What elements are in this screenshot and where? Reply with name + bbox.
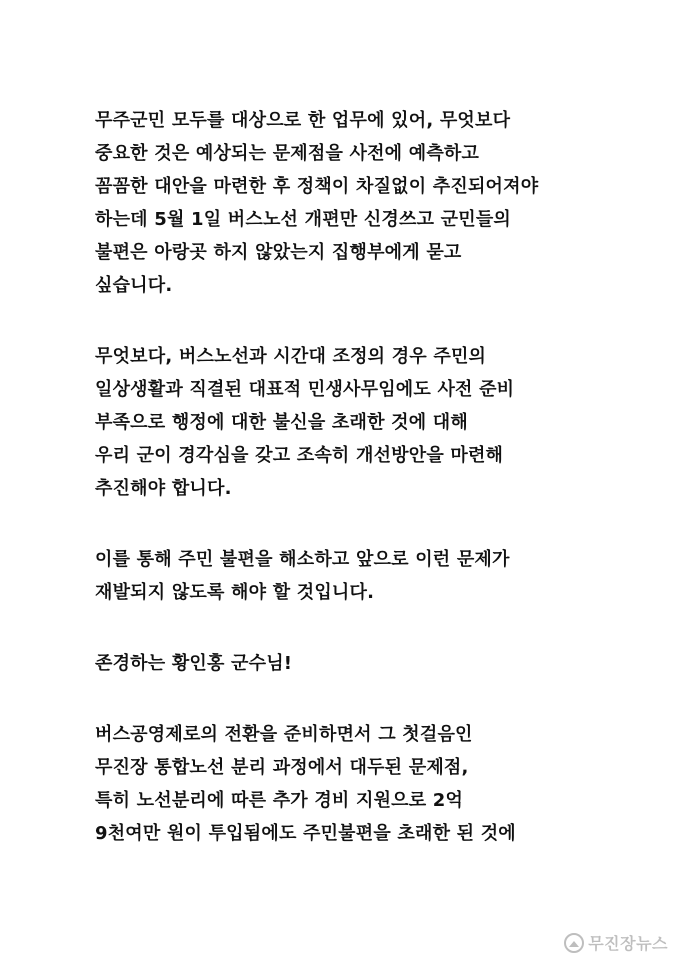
paragraph-gap	[95, 302, 615, 340]
document-body	[95, 104, 615, 850]
text-line: 특히 노선분리에 따른 추가 경비 지원으로 2억	[95, 790, 464, 811]
text-line: 무진장 통합노선 분리 과정에서 대두된 문제점,	[95, 757, 469, 778]
text-line: 9천여만 원이 투입됨에도 주민불편을 초래한 된 것에	[95, 823, 516, 844]
text-line: 부족으로 행정에 대한 불신을 초래한 것에 대해	[95, 412, 468, 433]
paragraph-gap	[95, 680, 615, 718]
text-line: 존경하는 황인홍 군수님!	[95, 653, 293, 674]
paragraph-2	[95, 340, 615, 505]
watermark-text: 무진장뉴스	[588, 934, 668, 953]
text-line: 무주군민 모두를 대상으로 한 업무에 있어, 무엇보다	[95, 110, 511, 131]
text-line: 무엇보다, 버스노선과 시간대 조정의 경우 주민의	[95, 346, 487, 367]
text-line: 우리 군이 경각심을 갖고 조속히 개선방안을 마련해	[95, 445, 504, 466]
text-line: 꼼꼼한 대안을 마련한 후 정책이 차질없이 추진되어져야	[95, 176, 539, 197]
text-line: 재발되지 않도록 해야 할 것입니다.	[95, 582, 375, 603]
mountain-logo-icon	[564, 933, 584, 953]
paragraph-gap	[95, 505, 615, 543]
text-line: 일상생활과 직결된 대표적 민생사무임에도 사전 준비	[95, 379, 515, 400]
text-line: 버스공영제로의 전환을 준비하면서 그 첫걸음인	[95, 724, 473, 745]
text-line: 불편은 아랑곳 하지 않았는지 집행부에게 묻고	[95, 242, 462, 263]
text-line: 싶습니다.	[95, 275, 173, 296]
text-line: 중요한 것은 예상되는 문제점을 사전에 예측하고	[95, 143, 480, 164]
watermark	[564, 931, 668, 954]
paragraph-gap	[95, 609, 615, 647]
paragraph-4-salutation	[95, 647, 615, 680]
paragraph-3	[95, 543, 615, 609]
text-line: 하는데 5월 1일 버스노선 개편만 신경쓰고 군민들의	[95, 209, 512, 230]
text-line: 추진해야 합니다.	[95, 478, 232, 499]
text-line: 이를 통해 주민 불편을 해소하고 앞으로 이런 문제가	[95, 549, 510, 570]
paragraph-5	[95, 718, 615, 850]
paragraph-1	[95, 104, 615, 302]
